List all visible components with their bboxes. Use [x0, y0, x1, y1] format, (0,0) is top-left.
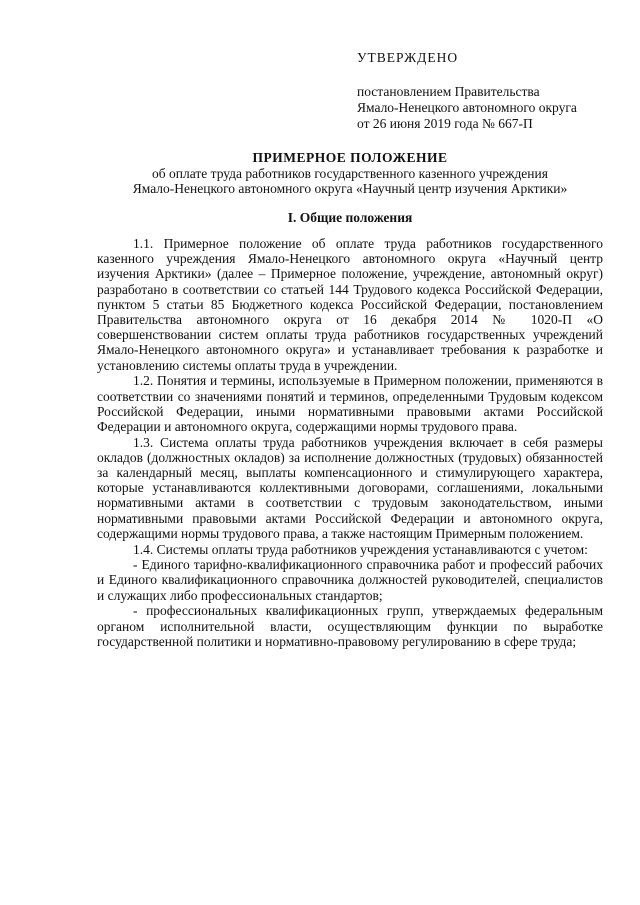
approval-line-1: постановлением Правительства — [357, 84, 540, 99]
document-subtitle-line-2: Ямало-Ненецкого автономного округа «Научный центр изучения Арктики» — [132, 181, 568, 196]
list-item-dash-2: - профессиональных квалификационных групп, утверждаемых федеральным органом исполнительной власти, осуществляющим функции по выработке государственной политики и нормативно-правовому регулированию в сфере труда; — [97, 603, 603, 649]
document-body — [97, 236, 603, 649]
document-title: ПРИМЕРНОЕ ПОЛОЖЕНИЕ — [252, 150, 448, 165]
list-item-dash-1: - Единого тарифно-квалификационного справочника работ и профессий рабочих и Единого квалификационного справочника должностей руководителей, специалистов и служащих либо профессиональных стандартов; — [97, 557, 603, 603]
approval-stamp-block — [357, 50, 577, 132]
document-subtitle-line-1: об оплате труда работников государственного казенного учреждения — [152, 165, 548, 181]
paragraph-1-2: 1.2. Понятия и термины, используемые в Примерном положении, применяются в соответствии со значениями понятий и терминов, определенными Трудовым кодексом Российской Федерации, иными нормативными правовыми актами Российской Федерации и автономного округа, содержащими нормы трудового права. — [97, 373, 603, 434]
approval-line-3: от 26 июня 2019 года № 667-П — [357, 116, 533, 131]
paragraph-1-1: 1.1. Примерное положение об оплате труда работников государственного казенного учреждения Ямало-Ненецкого автономного округа «Научный центр изучения Арктики» (далее – Примерное положение, учреждение, автономный округ) разработано в соответствии со статьей 144 Трудового кодекса Российской Федерации, пунктом 5 статьи 85 Бюджетного кодекса Российской Федерации, постановлением Правительства автономного округа от 16 декабря 2014 № 1020-П «О совершенствовании систем оплаты труда работников государственных учреждений Ямало-Ненецкого автономного округа» и устанавливает требования к разработке и установлению системы оплаты труда в учреждении. — [97, 236, 603, 373]
approval-line-2: Ямало-Ненецкого автономного округа — [357, 100, 577, 115]
approval-stamp: УТВЕРЖДЕНО — [357, 50, 459, 65]
section-heading: I. Общие положения — [287, 210, 413, 225]
document-title-block — [100, 150, 600, 197]
paragraph-1-3: 1.3. Система оплаты труда работников учреждения включает в себя размеры окладов (должностных окладов) за исполнение должностных (трудовых) обязанностей за календарный месяц, выплаты компенсационного и стимулирующего характера, которые устанавливаются коллективными договорами, соглашениями, локальными нормативными актами в соответствии с трудовым законодательством, иными нормативными правовыми актами Российской Федерации и автономного округа, содержащими нормы трудового права, а также настоящим Примерным положением. — [97, 434, 603, 541]
paragraph-1-4: 1.4. Системы оплаты труда работников учреждения устанавливаются с учетом: — [133, 541, 588, 557]
